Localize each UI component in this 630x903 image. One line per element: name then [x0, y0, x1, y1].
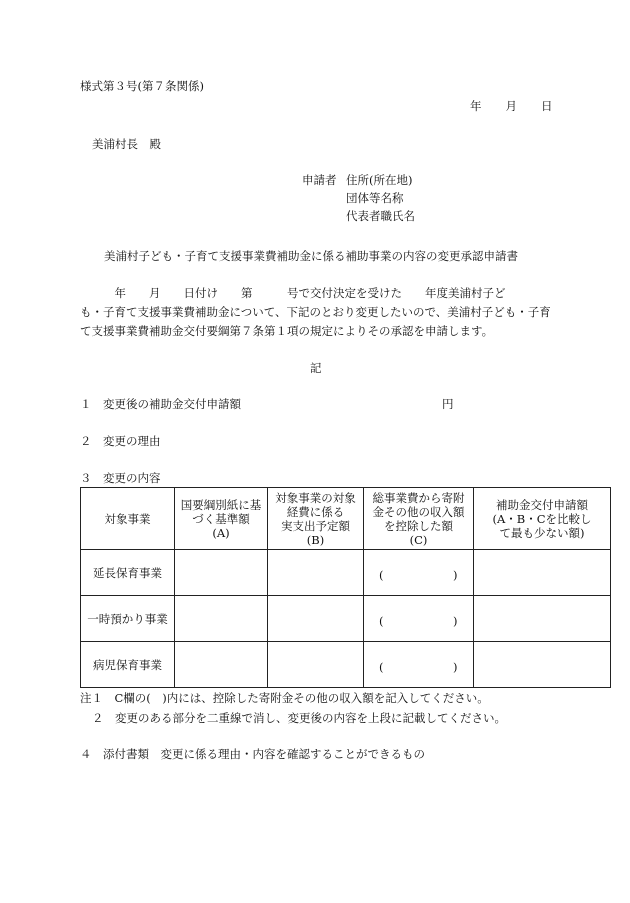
header-text: (A): [212, 525, 230, 540]
item-3-label: ３ 変更の内容: [80, 471, 161, 485]
applicant-role-label: 申請者: [302, 173, 337, 187]
header-application-amount: [474, 488, 611, 550]
header-standard-amount: [175, 488, 268, 550]
header-actual-expenditure: [268, 488, 364, 550]
header-text: 補助金交付申請額: [496, 497, 588, 512]
header-text: 金その他の収入額: [372, 504, 465, 519]
cell-c: [364, 642, 474, 688]
header-text: 対象事業の対象: [275, 490, 356, 505]
item-4-label: ４ 添付書類 変更に係る理由・内容を確認することができるもの: [80, 747, 425, 761]
paren-open: (: [379, 568, 384, 582]
date-year-label: 年: [470, 99, 482, 113]
row-label: 病児保育事業: [93, 657, 162, 672]
addressee: 美浦村長 殿: [92, 137, 161, 151]
header-text: 実支出予定額: [281, 518, 350, 533]
body-line: も・子育て支援事業費補助金について、下記のとおり変更したいので、美浦村子ども・子育: [80, 305, 551, 319]
paren-close: ): [453, 568, 458, 582]
note-1: 注１ C欄の( )内には、控除した寄附金その他の収入額を記入してください。: [80, 691, 489, 705]
ki-heading: 記: [310, 361, 322, 375]
header-text: 経費に係る: [286, 504, 345, 519]
header-text: づく基準額: [192, 511, 250, 526]
paren-open: (: [379, 660, 384, 674]
cell-c: [364, 550, 474, 596]
paren-close: ): [453, 660, 458, 674]
table-row: [81, 642, 611, 688]
cell-b: [268, 642, 364, 688]
change-content-table: [80, 487, 611, 688]
note-2: ２ 変更のある部分を二重線で消し、変更後の内容を上段に記載してください。: [92, 711, 506, 725]
row-label-cell: [81, 642, 175, 688]
header-net-amount: [364, 488, 474, 550]
item-1-unit: 円: [442, 397, 454, 411]
header-text: 総事業費から寄附: [372, 490, 465, 505]
row-label-cell: [81, 596, 175, 642]
cell-a: [175, 596, 268, 642]
cell-d: [474, 596, 611, 642]
header-text: て最も少ない額): [499, 525, 585, 540]
body-line: て支援事業費補助金交付要綱第７条第１項の規定によりその承認を申請します。: [80, 324, 494, 338]
date-line: [470, 100, 553, 114]
table-row: [81, 550, 611, 596]
body-line: 年 月 日付け 第 号で交付決定を受けた 年度美浦村子ど: [80, 286, 506, 300]
header-text: 対象事業: [104, 511, 151, 526]
date-day-label: 日: [541, 99, 553, 113]
cell-d: [474, 550, 611, 596]
item-1-label: １ 変更後の補助金交付申請額: [80, 397, 241, 411]
document-title: 美浦村子ども・子育て支援事業費補助金に係る補助事業の内容の変更承認申請書: [104, 249, 518, 263]
row-label: 延長保育事業: [93, 565, 162, 580]
body-paragraph: [80, 284, 560, 341]
header-text: (A・B・Cを比較し: [492, 511, 592, 526]
cell-b: [268, 550, 364, 596]
header-text: (C): [409, 532, 428, 547]
cell-a: [175, 642, 268, 688]
applicant-representative-label: 代表者職氏名: [346, 209, 415, 223]
cell-b: [268, 596, 364, 642]
applicant-address-label: 住所(所在地): [346, 173, 413, 187]
paren-open: (: [379, 614, 384, 628]
paren-close: ): [453, 614, 458, 628]
date-month-label: 月: [505, 99, 517, 113]
cell-c: [364, 596, 474, 642]
header-text: を控除した額: [384, 518, 453, 533]
table-row: [81, 596, 611, 642]
header-target-project: [81, 488, 175, 550]
form-number: 様式第３号(第７条関係): [80, 79, 204, 93]
row-label-cell: [81, 550, 175, 596]
item-2-label: ２ 変更の理由: [80, 434, 161, 448]
cell-d: [474, 642, 611, 688]
cell-a: [175, 550, 268, 596]
header-text: (B): [306, 532, 325, 547]
row-label: 一時預かり事業: [87, 611, 168, 626]
applicant-organization-label: 団体等名称: [346, 191, 404, 205]
header-text: 国要綱別紙に基: [180, 497, 262, 512]
table-header-row: [81, 488, 611, 550]
